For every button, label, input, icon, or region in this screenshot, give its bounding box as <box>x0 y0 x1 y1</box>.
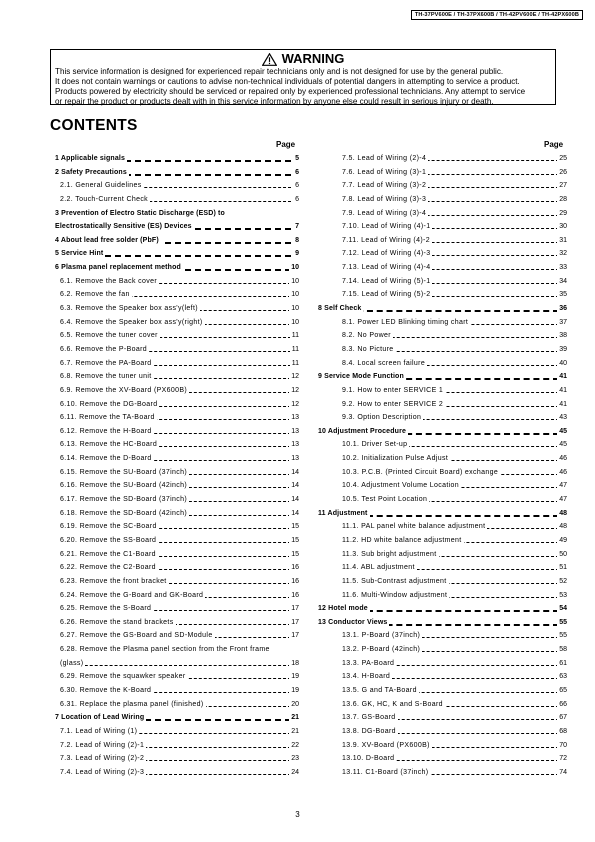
toc-entry-page: 30 <box>559 223 567 231</box>
warning-title: WARNING <box>281 51 345 66</box>
toc-entry-title: 6.15. Remove the SU-Board (37inch) <box>60 468 188 476</box>
toc-entry-title: 6.1. Remove the Back cover <box>60 277 158 285</box>
toc-entry-title: 13.11. C1-Board (37inch) <box>342 768 429 776</box>
toc-entry[interactable] <box>55 522 299 536</box>
toc-entry-page: 11 <box>291 345 299 353</box>
toc-entry-page: 13 <box>291 441 299 449</box>
toc-entry[interactable] <box>55 672 299 686</box>
toc-entry-page: 70 <box>559 741 567 749</box>
toc-entry-title: 13.7. GS-Board <box>342 714 396 722</box>
toc-entry-title: 6.16. Remove the SU-Board (42inch) <box>60 482 188 490</box>
toc-entry[interactable] <box>55 304 299 318</box>
toc-entry-title: 6.20. Remove the SS-Board <box>60 536 157 544</box>
toc-entry-page: 38 <box>559 332 567 340</box>
toc-entry-page: 9 <box>295 250 299 258</box>
toc-entry-title: 6.30. Remove the K-Board <box>60 686 152 694</box>
warning-text <box>51 67 555 107</box>
toc-entry-title: 2.2. Touch-Current Check <box>60 195 149 203</box>
toc-entry[interactable] <box>55 563 299 577</box>
toc-entry-page: 26 <box>559 168 567 176</box>
contents-title: CONTENTS <box>50 117 138 134</box>
toc-entry-title: 5 Service Hint <box>55 250 104 258</box>
toc-entry-title: 7.7. Lead of Wiring (3)-2 <box>342 182 427 190</box>
toc-entry[interactable] <box>318 318 567 332</box>
toc-entry-title: 7.11. Lead of Wiring (4)-2 <box>342 236 430 244</box>
toc-entry-title: 8.1. Power LED Blinking timing chart <box>342 318 469 326</box>
toc-entry-page: 58 <box>559 646 567 654</box>
toc-entry[interactable] <box>318 154 567 168</box>
toc-entry-title: 11 Adjustment <box>318 509 368 517</box>
toc-entry-title: 6.6. Remove the P-Board <box>60 345 148 353</box>
toc-entry-page: 29 <box>559 209 567 217</box>
toc-entry[interactable] <box>318 550 567 564</box>
toc-entry-page: 55 <box>559 618 567 626</box>
toc-entry-title: 6.11. Remove the TA-Board <box>60 414 155 422</box>
toc-entry[interactable] <box>318 686 567 700</box>
toc-entry-page: 37 <box>559 318 567 326</box>
toc-entry[interactable] <box>55 727 299 741</box>
toc-entry-page: 65 <box>559 686 567 694</box>
toc-entry-page: 14 <box>291 496 299 504</box>
toc-entry-title: 9 Service Mode Function <box>318 373 404 381</box>
toc-entry[interactable] <box>55 577 299 591</box>
toc-entry[interactable] <box>55 236 299 250</box>
toc-entry-page: 45 <box>559 427 567 435</box>
toc-entry[interactable] <box>318 713 567 727</box>
toc-entry-title: 7 Location of Lead Wiring <box>55 714 145 722</box>
toc-entry[interactable] <box>318 359 567 373</box>
toc-entry-title: 9.1. How to enter SERVICE 1 <box>342 386 444 394</box>
toc-entry[interactable] <box>55 495 299 509</box>
toc-entry[interactable] <box>318 413 567 427</box>
toc-entry-title: (glass) <box>60 659 84 667</box>
toc-entry[interactable] <box>318 659 567 673</box>
toc-entry-title: 3 Prevention of Electro Static Discharge (ESD) to <box>55 209 225 217</box>
toc-entry-page: 36 <box>559 305 567 313</box>
toc-entry-title: 13.6. GK, HC, K and S-Board <box>342 700 443 708</box>
page-column-header-left: Page <box>276 140 296 149</box>
toc-entry[interactable] <box>55 440 299 454</box>
toc-entry[interactable] <box>55 768 299 782</box>
toc-entry-title: 6.24. Remove the G-Board and GK-Board <box>60 591 204 599</box>
warning-box <box>50 49 556 105</box>
toc-entry-title: 13.9. XV-Board (PX600B) <box>342 741 430 749</box>
toc-entry-title: 8 Self Check <box>318 305 362 313</box>
toc-entry-page: 33 <box>559 264 567 272</box>
toc-entry-page: 16 <box>291 564 299 572</box>
toc-entry[interactable] <box>55 222 299 236</box>
toc-entry-title: 8.2. No Power <box>342 332 391 340</box>
toc-entry-page: 32 <box>559 250 567 258</box>
toc-entry-title: 13.4. H-Board <box>342 673 391 681</box>
toc-entry-page: 41 <box>559 386 567 394</box>
toc-entry-page: 14 <box>291 482 299 490</box>
toc-entry-page: 49 <box>559 536 567 544</box>
toc-entry[interactable] <box>318 168 567 182</box>
toc-entry-page: 7 <box>295 223 299 231</box>
toc-entry-title: 6.31. Replace the plasma panel (finished) <box>60 700 204 708</box>
toc-entry-page: 39 <box>559 345 567 353</box>
toc-entry-title: 7.6. Lead of Wiring (3)-1 <box>342 168 427 176</box>
toc-entry-title: 6.10. Remove the DG-Board <box>60 400 158 408</box>
toc-entry-title: 7.8. Lead of Wiring (3)-3 <box>342 195 427 203</box>
toc-entry-page: 54 <box>559 605 567 613</box>
toc-entry-page: 67 <box>559 714 567 722</box>
toc-entry[interactable] <box>318 181 567 195</box>
toc-entry-title: 10.5. Test Point Location <box>342 496 428 504</box>
toc-entry[interactable] <box>318 331 567 345</box>
toc-entry-title: 7.12. Lead of Wiring (4)-3 <box>342 250 431 258</box>
toc-entry-page: 15 <box>291 523 299 531</box>
toc-entry[interactable] <box>55 181 299 195</box>
toc-entry[interactable] <box>55 468 299 482</box>
toc-entry[interactable] <box>318 536 567 550</box>
toc-entry-page: 52 <box>559 577 567 585</box>
toc-entry-title: 10 Adjustment Procedure <box>318 427 406 435</box>
toc-entry[interactable] <box>318 591 567 605</box>
toc-column-left <box>55 154 299 781</box>
toc-entry[interactable] <box>318 468 567 482</box>
toc-entry-title: 7.15. Lead of Wiring (5)-2 <box>342 291 431 299</box>
toc-entry-title: 9.3. Option Description <box>342 414 422 422</box>
toc-entry-title: 6.5. Remove the tuner cover <box>60 332 158 340</box>
page-number: 3 <box>295 810 300 819</box>
toc-entry-page: 6 <box>295 168 299 176</box>
toc-entry-page: 11 <box>291 359 299 367</box>
toc-entry-title: 6.27. Remove the GS-Board and SD-Module <box>60 632 213 640</box>
model-number-header: TH-37PV600E / TH-37PX600B / TH-42PV600E / TH-42PX600B <box>411 10 583 20</box>
toc-entry-page: 63 <box>559 673 567 681</box>
toc-entry-page: 72 <box>559 755 567 763</box>
toc-entry-page: 45 <box>559 441 567 449</box>
toc-entry[interactable] <box>55 154 299 168</box>
toc-entry[interactable] <box>55 536 299 550</box>
toc-entry-title: 11.6. Multi-Window adjustment <box>342 591 448 599</box>
toc-entry-page: 53 <box>559 591 567 599</box>
toc-entry-page: 13 <box>291 414 299 422</box>
toc-entry-title: 7.5. Lead of Wiring (2)-4 <box>342 155 427 162</box>
toc-entry-title: 13.5. G and TA-Board <box>342 686 417 694</box>
toc-entry-title: 6.29. Remove the squawker speaker <box>60 673 186 681</box>
toc-entry[interactable] <box>318 727 567 741</box>
toc-entry-title: 6.8. Remove the tuner unit <box>60 373 152 381</box>
toc-entry-title: 6.21. Remove the C1-Board <box>60 550 156 558</box>
toc-entry-page: 6 <box>295 182 299 190</box>
toc-entry[interactable] <box>318 290 567 304</box>
toc-entry[interactable] <box>318 672 567 686</box>
toc-entry-page: 13 <box>291 427 299 435</box>
toc-entry-page: 47 <box>559 496 567 504</box>
toc-entry-page: 47 <box>559 482 567 490</box>
toc-entry-page: 6 <box>295 195 299 203</box>
toc-entry-title: 6.25. Remove the S-Board <box>60 605 152 613</box>
toc-entry-page: 51 <box>559 564 567 572</box>
toc-entry-title: 13.2. P-Board (42inch) <box>342 646 421 654</box>
toc-entry[interactable] <box>318 563 567 577</box>
toc-entry-title: 7.14. Lead of Wiring (5)-1 <box>342 277 431 285</box>
toc-column-right <box>318 154 567 781</box>
toc-entry-page: 13 <box>291 455 299 463</box>
toc-entry-page: 74 <box>559 768 567 776</box>
toc-entry-page: 22 <box>291 741 299 749</box>
toc-entry-page: 66 <box>559 700 567 708</box>
toc-entry[interactable] <box>318 249 567 263</box>
toc-entry-title: 9.2. How to enter SERVICE 2 <box>342 400 444 408</box>
toc-entry-page: 43 <box>559 414 567 422</box>
toc-entry[interactable] <box>55 400 299 414</box>
toc-entry-page: 28 <box>559 195 567 203</box>
warning-line: Products powered by electricity should be serviced or repaired only by experienced professional technicians. Any attempt to service <box>55 87 526 96</box>
toc-entry-title: 7.9. Lead of Wiring (3)-4 <box>342 209 427 217</box>
toc-entry-title: 11.5. Sub-Contrast adjustment <box>342 577 447 585</box>
toc-entry-page: 10 <box>291 305 299 313</box>
toc-entry-title: 6.18. Remove the SD-Board (42inch) <box>60 509 188 517</box>
toc-entry[interactable] <box>55 741 299 755</box>
toc-entry-page: 21 <box>291 714 299 722</box>
toc-entry[interactable] <box>55 659 299 673</box>
toc-entry-title: 7.3. Lead of Wiring (2)-2 <box>60 755 145 763</box>
toc-entry-title: 6.4. Remove the Speaker box ass'y(right) <box>60 318 203 326</box>
toc-entry-title: 2.1. General Guidelines <box>60 182 142 190</box>
toc-entry[interactable] <box>55 631 299 645</box>
toc-entry[interactable] <box>318 481 567 495</box>
toc-entry[interactable] <box>55 168 299 182</box>
toc-entry-page: 61 <box>559 659 567 667</box>
toc-entry[interactable] <box>55 372 299 386</box>
toc-entry-page: 16 <box>291 577 299 585</box>
warning-triangle-icon <box>262 53 277 66</box>
toc-entry[interactable] <box>318 522 567 536</box>
toc-entry-page: 27 <box>559 182 567 190</box>
toc-entry-page: 12 <box>291 386 299 394</box>
toc-entry-title: 4 About lead free solder (PbF) <box>55 236 159 244</box>
toc-entry[interactable] <box>318 236 567 250</box>
toc-entry[interactable] <box>55 195 299 209</box>
toc-entry[interactable] <box>55 686 299 700</box>
toc-entry-title: 6.2. Remove the fan <box>60 291 130 299</box>
toc-entry-page: 25 <box>559 155 567 162</box>
toc-entry[interactable] <box>55 413 299 427</box>
toc-entry-page: 5 <box>295 155 299 162</box>
toc-entry-title: 13.10. D-Board <box>342 755 395 763</box>
toc-entry-page: 10 <box>291 291 299 299</box>
toc-entry-title: 6 Plasma panel replacement method <box>55 264 181 272</box>
toc-entry[interactable] <box>318 454 567 468</box>
toc-entry[interactable] <box>55 345 299 359</box>
toc-entry-title: 12 Hotel mode <box>318 605 368 613</box>
toc-entry[interactable] <box>318 631 567 645</box>
toc-entry[interactable] <box>318 222 567 236</box>
toc-entry[interactable] <box>55 591 299 605</box>
toc-entry-title: 8.4. Local screen failure <box>342 359 426 367</box>
toc-entry-title: 11.4. ABL adjustment <box>342 564 415 572</box>
toc-entry[interactable] <box>55 263 299 277</box>
toc-entry-page: 18 <box>291 659 299 667</box>
toc-entry-title: 10.4. Adjustment Volume Location <box>342 482 460 490</box>
page-column-header-right: Page <box>544 140 564 149</box>
toc-entry-page: 14 <box>291 468 299 476</box>
toc-entry[interactable] <box>318 645 567 659</box>
toc-entry-title: 6.9. Remove the XV-Board (PX600B) <box>60 386 188 394</box>
toc-entry[interactable] <box>55 427 299 441</box>
toc-entry[interactable] <box>55 645 299 659</box>
toc-entry[interactable] <box>318 754 567 768</box>
toc-entry[interactable] <box>318 304 567 318</box>
toc-entry-title: 11.2. HD white balance adjustment <box>342 536 462 544</box>
toc-entry[interactable] <box>318 741 567 755</box>
toc-entry[interactable] <box>318 263 567 277</box>
toc-entry[interactable] <box>318 440 567 454</box>
toc-entry-page: 12 <box>291 400 299 408</box>
toc-entry-page: 17 <box>291 605 299 613</box>
toc-entry[interactable] <box>318 345 567 359</box>
toc-entry[interactable] <box>55 550 299 564</box>
toc-entry[interactable] <box>318 604 567 618</box>
toc-entry-page: 12 <box>291 373 299 381</box>
warning-line: or repair the product or products dealt with in this service information by anyone else could result in serious injury or death. <box>55 97 494 106</box>
toc-entry-page: 15 <box>291 550 299 558</box>
toc-entry-page: 21 <box>291 727 299 735</box>
toc-entry-page: 19 <box>291 673 299 681</box>
toc-entry-page: 34 <box>559 277 567 285</box>
toc-entry-page: 8 <box>295 236 299 244</box>
toc-entry[interactable] <box>55 249 299 263</box>
toc-entry[interactable] <box>318 400 567 414</box>
toc-entry-title: 2 Safety Precautions <box>55 168 127 176</box>
dot-leader <box>60 665 291 666</box>
warning-heading <box>51 51 555 67</box>
toc-entry-title: 6.14. Remove the D-Board <box>60 455 152 463</box>
toc-entry[interactable] <box>318 509 567 523</box>
toc-entry[interactable] <box>318 768 567 782</box>
toc-entry-page: 41 <box>559 400 567 408</box>
toc-entry-title: 11.3. Sub bright adjustment <box>342 550 437 558</box>
toc-entry-title: 6.23. Remove the front bracket <box>60 577 167 585</box>
toc-entry-title: 7.4. Lead of Wiring (2)-3 <box>60 768 145 776</box>
toc-entry-page: 20 <box>291 700 299 708</box>
toc-entry-title: 6.12. Remove the H-Board <box>60 427 152 435</box>
toc-entry-page: 46 <box>559 455 567 463</box>
toc-entry-title: 6.26. Remove the stand brackets <box>60 618 174 626</box>
toc-entry-page: 14 <box>291 509 299 517</box>
toc-entry[interactable] <box>55 754 299 768</box>
toc-entry[interactable] <box>55 509 299 523</box>
toc-entry-page: 35 <box>559 291 567 299</box>
toc-entry-page: 31 <box>559 236 567 244</box>
toc-entry[interactable] <box>318 372 567 386</box>
toc-entry[interactable] <box>55 331 299 345</box>
toc-entry[interactable] <box>55 386 299 400</box>
toc-entry-title: 10.3. P.C.B. (Printed Circuit Board) exchange <box>342 468 499 476</box>
toc-entry-title: 6.19. Remove the SC-Board <box>60 523 157 531</box>
toc-entry-page: 68 <box>559 727 567 735</box>
toc-entry[interactable] <box>55 604 299 618</box>
toc-entry-title: 7.1. Lead of Wiring (1) <box>60 727 138 735</box>
toc-entry-page: 41 <box>559 373 567 381</box>
toc-entry-title: 10.1. Driver Set-up <box>342 441 408 449</box>
toc-entry-title: 7.2. Lead of Wiring (2)-1 <box>60 741 145 749</box>
warning-line: It does not contain warnings or cautions to advise non-technical individuals of potential dangers in attempting to service a product. <box>55 77 520 86</box>
toc-entry-title: 6.13. Remove the HC-Board <box>60 441 158 449</box>
toc-entry[interactable] <box>55 713 299 727</box>
toc-entry-title: 7.13. Lead of Wiring (4)-4 <box>342 264 431 272</box>
toc-entry-page: 50 <box>559 550 567 558</box>
toc-entry-title: 6.17. Remove the SD-Board (37inch) <box>60 496 188 504</box>
toc-entry-page: 11 <box>291 332 299 340</box>
toc-entry[interactable] <box>55 290 299 304</box>
toc-entry-page: 19 <box>291 686 299 694</box>
toc-entry-page: 10 <box>291 264 299 272</box>
toc-entry[interactable] <box>318 386 567 400</box>
toc-entry[interactable] <box>318 209 567 223</box>
toc-entry[interactable] <box>318 577 567 591</box>
toc-entry-title: 8.3. No Picture <box>342 345 394 353</box>
toc-entry-page: 10 <box>291 318 299 326</box>
toc-entry-page: 16 <box>291 591 299 599</box>
toc-entry-page: 55 <box>559 632 567 640</box>
toc-entry[interactable] <box>318 427 567 441</box>
toc-entry-title: 7.10. Lead of Wiring (4)-1 <box>342 223 431 231</box>
toc-entry-page: 24 <box>291 768 299 776</box>
toc-entry-title: 13.8. DG-Board <box>342 727 396 735</box>
toc-entry[interactable] <box>55 277 299 291</box>
toc-entry[interactable] <box>55 618 299 632</box>
toc-entry-page: 10 <box>291 277 299 285</box>
toc-entry-title: 6.28. Remove the Plasma panel section from the Front frame <box>60 646 270 654</box>
toc-entry-page: 48 <box>559 509 567 517</box>
toc-entry-page: 17 <box>291 618 299 626</box>
toc-entry-title: 10.2. Initialization Pulse Adjust <box>342 455 449 463</box>
toc-entry-title: 13.1. P-Board (37inch) <box>342 632 421 640</box>
toc-entry-page: 23 <box>291 755 299 763</box>
warning-line: This service information is designed for experienced repair technicians only and is not designed for use by the general public. <box>55 67 504 76</box>
toc-entry-page: 15 <box>291 536 299 544</box>
toc-entry[interactable] <box>318 195 567 209</box>
toc-entry[interactable] <box>318 618 567 632</box>
toc-entry-title: 6.3. Remove the Speaker box ass'y(left) <box>60 305 198 313</box>
toc-entry[interactable] <box>55 454 299 468</box>
toc-entry-title: 6.7. Remove the PA-Board <box>60 359 152 367</box>
toc-entry[interactable] <box>318 700 567 714</box>
toc-entry[interactable] <box>55 700 299 714</box>
toc-entry-page: 46 <box>559 468 567 476</box>
toc-entry[interactable] <box>55 318 299 332</box>
toc-entry[interactable] <box>318 277 567 291</box>
toc-entry-page: 48 <box>559 523 567 531</box>
toc-entry-title: 1 Applicable signals <box>55 155 126 162</box>
toc-entry-title: 13 Conductor Views <box>318 618 388 626</box>
toc-entry-page: 17 <box>291 632 299 640</box>
toc-entry-title: 11.1. PAL panel white balance adjustment <box>342 523 486 531</box>
toc-entry-page: 40 <box>559 359 567 367</box>
toc-entry-title: 6.22. Remove the C2-Board <box>60 564 156 572</box>
toc-entry[interactable] <box>55 209 299 223</box>
toc-entry-title: Electrostatically Sensitive (ES) Devices <box>55 223 192 231</box>
toc-entry[interactable] <box>318 495 567 509</box>
toc-entry-title: 13.3. PA-Board <box>342 659 395 667</box>
toc-entry[interactable] <box>55 359 299 373</box>
toc-entry[interactable] <box>55 481 299 495</box>
